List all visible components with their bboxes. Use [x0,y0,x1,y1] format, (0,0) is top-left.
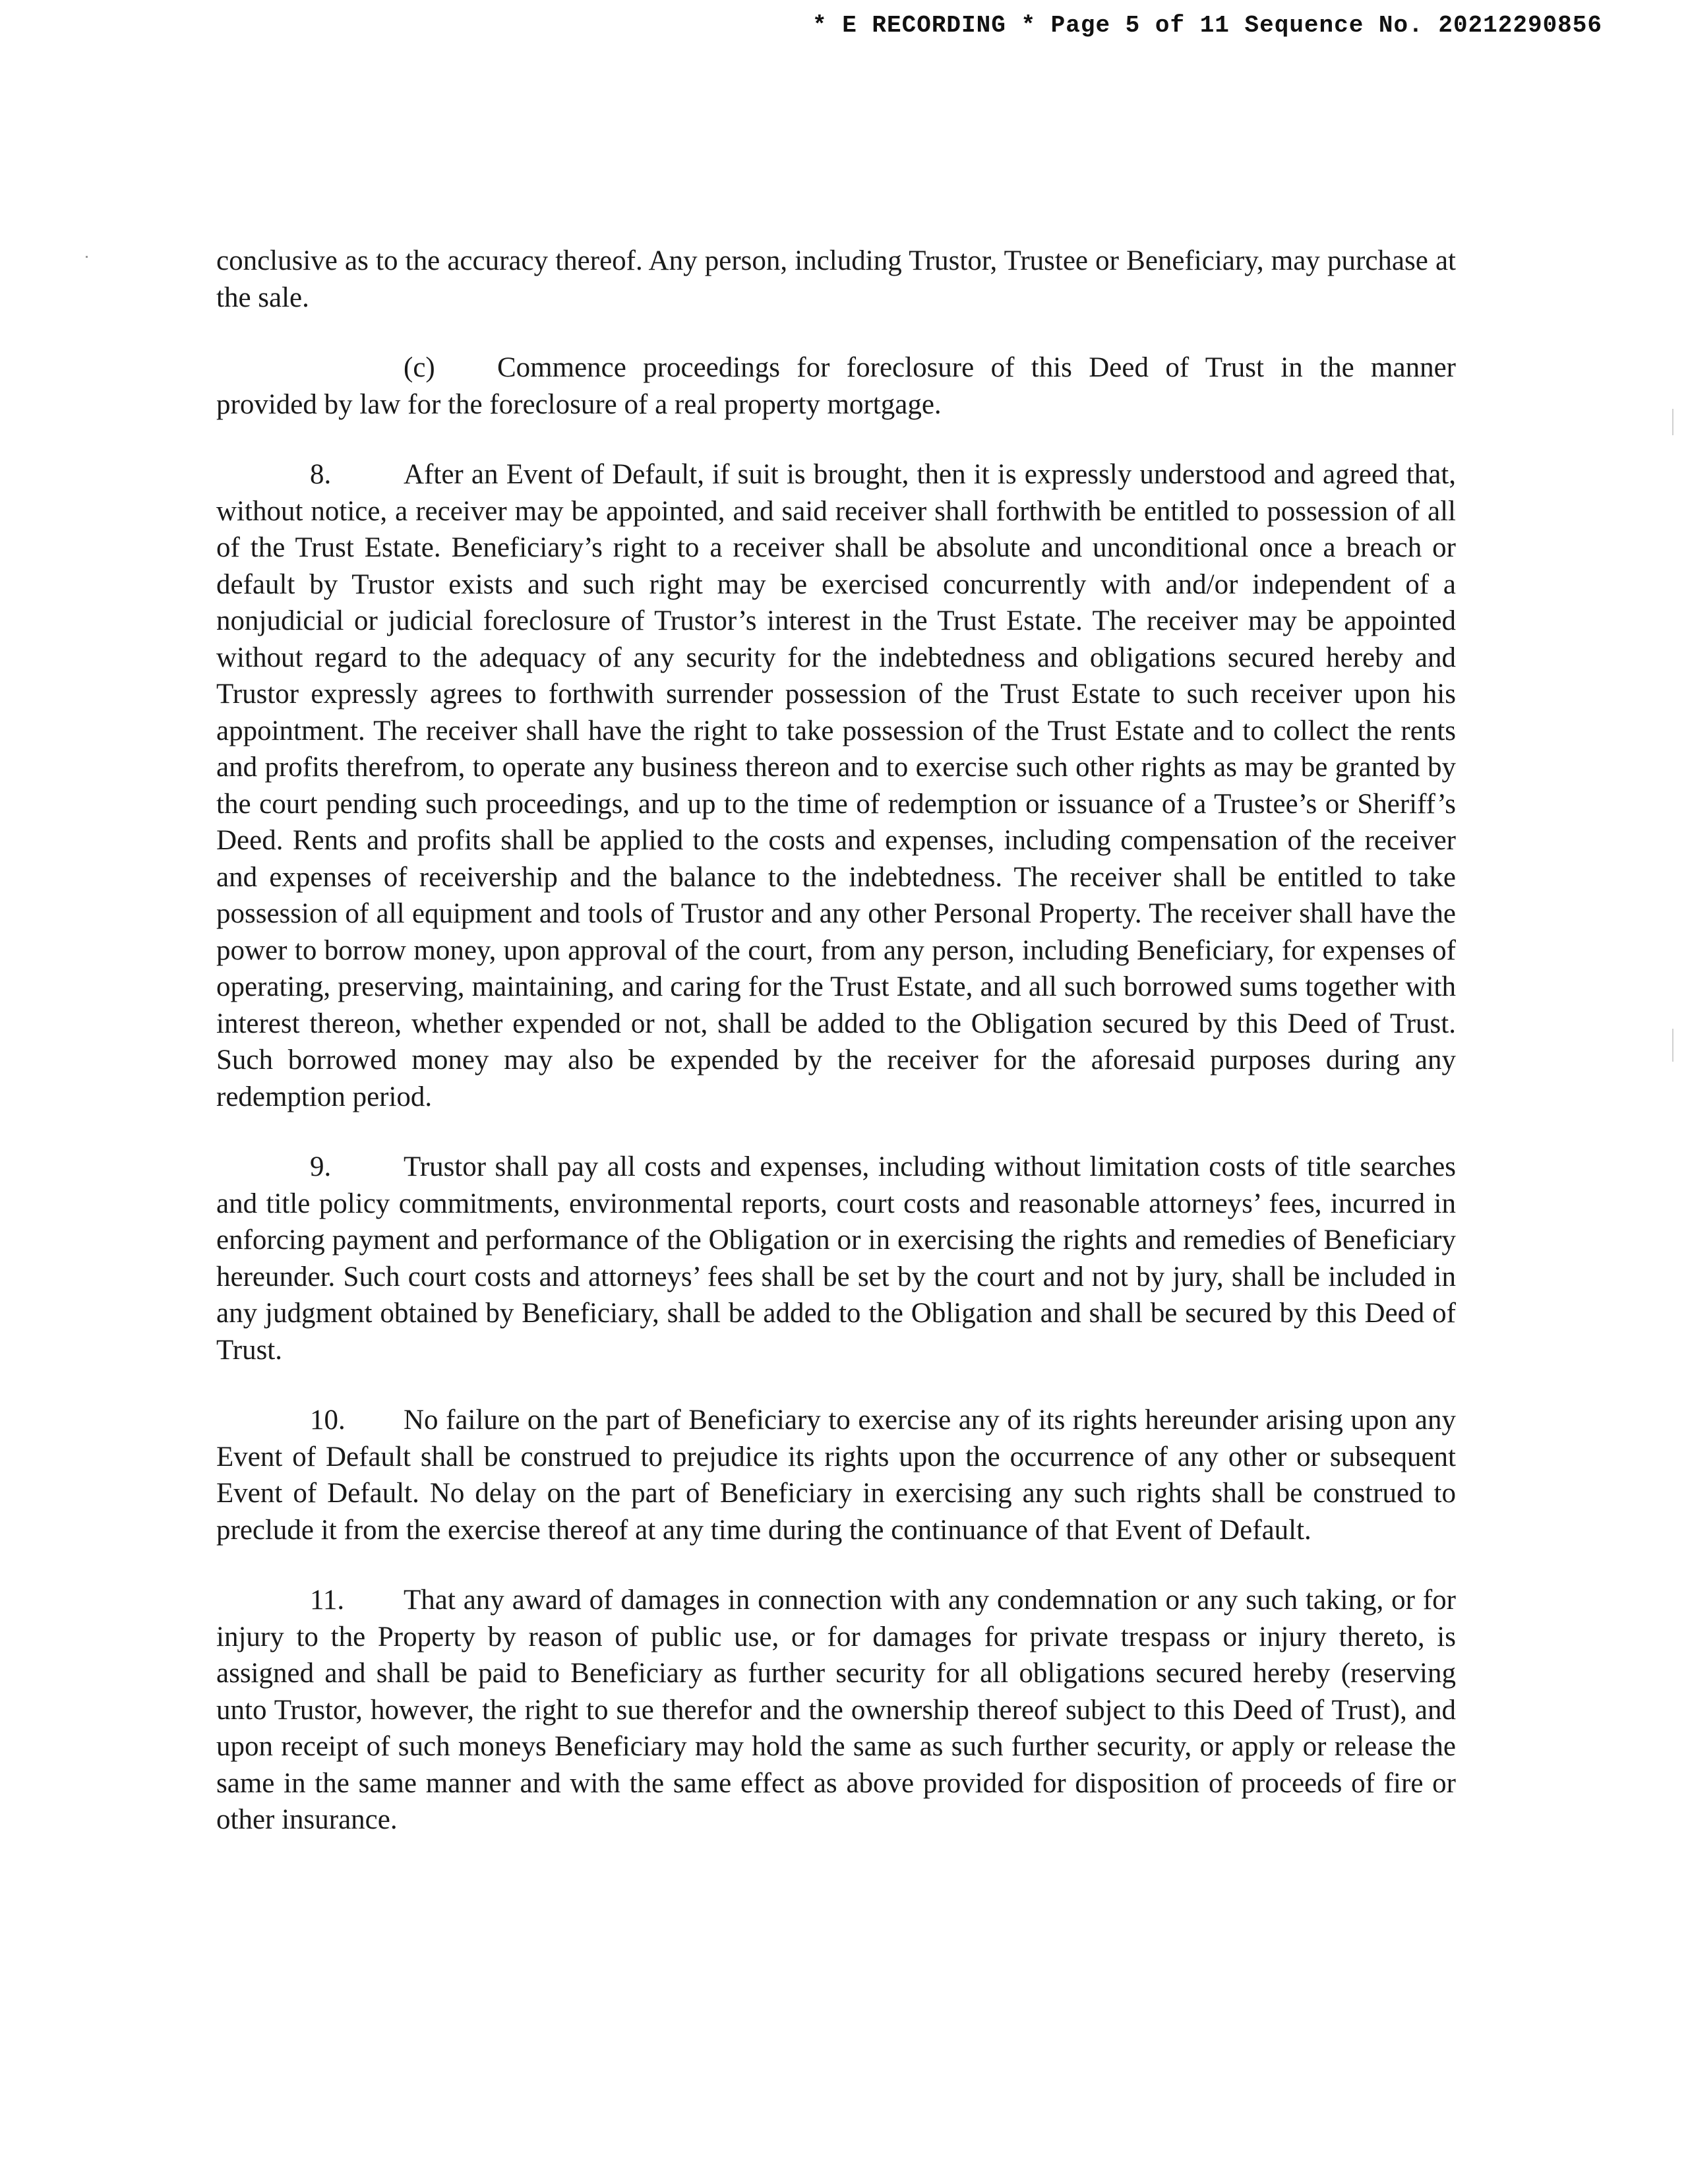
scan-speck [86,256,88,258]
scan-edge-mark [1672,1029,1673,1062]
continuation-paragraph [216,243,1456,316]
paragraph-10 [216,1402,1456,1548]
paragraph-text: Commence proceedings for foreclosure of this Deed of Trust in the manner provided by law for the foreclosure of a real property mortgage. [216,352,1456,420]
paragraph-number: 11. [310,1585,345,1616]
document-body [216,243,1456,1872]
paragraph-text: Trustor shall pay all costs and expenses, including without limitation costs of title searches and title policy commitments, environmental reports, court costs and reasonable attorneys’ fees, incurred in enforcing payment and performance of the Obligation or in exercising the rights and remedies of Beneficiary hereunder. Such court costs and attorneys’ fees shall be set by the court and not by jury, shall be included in any judgment obtained by Beneficiary, shall be added to the Obligation and shall be secured by this Deed of Trust. [216,1151,1456,1366]
paragraph-text: After an Event of Default, if suit is brought, then it is expressly understood and agreed that, without notice, a receiver may be appointed, and said receiver shall forthwith be entitled to possession of all of the Trust Estate. Beneficiary’s right to a receiver shall be absolute and unconditional once a breach or default by Trustor exists and such right may be exercised concurrently with and/or independent of a nonjudicial or judicial foreclosure of Trustor’s interest in the Trust Estate. The receiver may be appointed without regard to the adequacy of any security for the indebtedness and obligations secured hereby and Trustor expressly agrees to forthwith surrender possession of the Trust Estate to such receiver upon his appointment. The receiver shall have the right to take possession of the Trust Estate and to collect the rents and profits therefrom, to operate any business thereon and to exercise such other rights as may be granted by the court pending such proceedings, and up to the time of redemption or issuance of a Trustee’s or Sheriff’s Deed. Rents and profits shall be applied to the costs and expenses, including compensation of the receiver and expenses of receivership and the balance to the indebtedness. The receiver shall be entitled to take possession of all equipment and tools of Trustor and any other Personal Property. The receiver shall have the power to borrow money, upon approval of the court, from any person, including Beneficiary, for expenses of operating, preserving, maintaining, and caring for the Trust Estate, and all such borrowed sums together with interest thereon, whether expended or not, shall be added to the Obligation secured by this Deed of Trust. Such borrowed money may also be expended by the receiver for the aforesaid purposes during any redemption period. [216,459,1456,1112]
paragraph-text: No failure on the part of Beneficiary to exercise any of its rights hereunder arising upon any Event of Default shall be construed to prejudice its rights upon the occurrence of any other or subsequent Event of Default. No delay on the part of Beneficiary in exercising any such rights shall be construed to preclude it from the exercise thereof at any time during the continuance of that Event of Default. [216,1405,1456,1546]
paragraph-text: conclusive as to the accuracy thereof. Any person, including Trustor, Trustee or Beneficiary, may purchase at the sale. [216,245,1456,313]
subclause-c [216,349,1456,423]
paragraph-number: 9. [310,1151,332,1182]
paragraph-number: 8. [310,459,332,490]
paragraph-9 [216,1149,1456,1368]
paragraph-8 [216,456,1456,1115]
subclause-number: (c) [404,352,435,383]
paragraph-text: That any award of damages in connection with any condemnation or any such taking, or for injury to the Property by reason of public use, or for damages for private trespass or injury thereto, is assigned and shall be paid to Beneficiary as further security for all obligations secured hereby (reserving unto Trustor, however, the right to sue therefor and the ownership thereof subject to this Deed of Trust), and upon receipt of such moneys Beneficiary may hold the same as such further security, or apply or release the same in the same manner and with the same effect as above provided for disposition of proceeds of fire or other insurance. [216,1585,1456,1835]
paragraph-number: 10. [310,1405,346,1436]
paragraph-11 [216,1582,1456,1838]
recording-stamp: * E RECORDING * Page 5 of 11 Sequence No. 20212290856 [812,12,1602,39]
scan-edge-mark [1672,409,1673,435]
